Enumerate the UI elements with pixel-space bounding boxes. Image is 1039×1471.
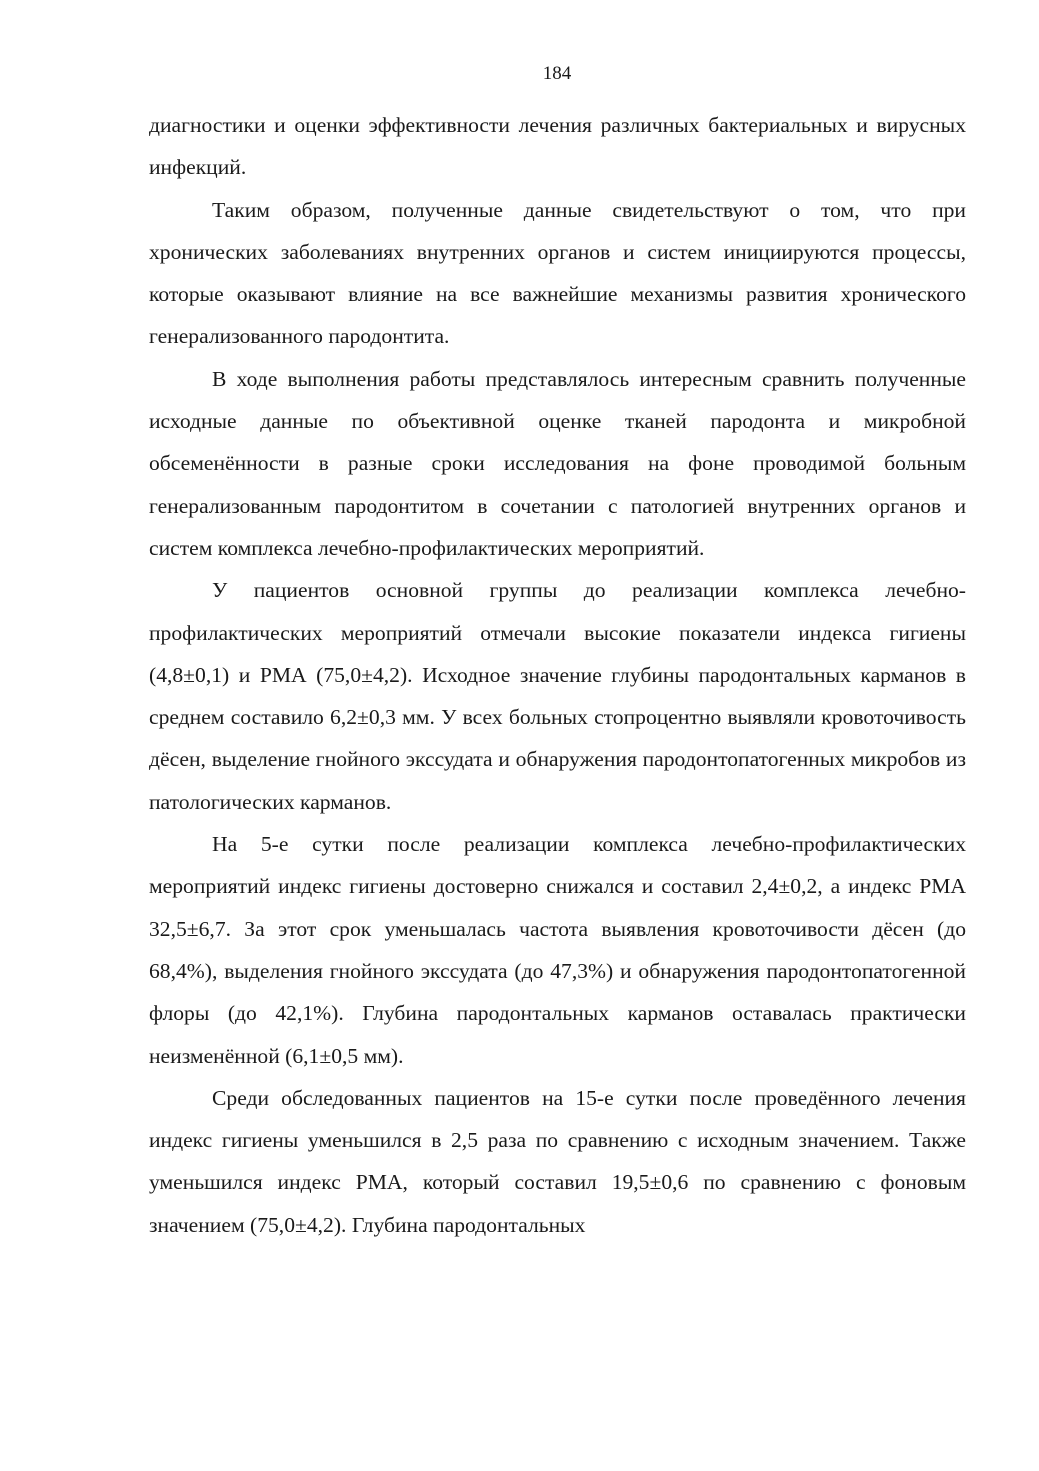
paragraph: Среди обследованных пациентов на 15-е сутки после проведённого лечения индекс гигиены уменьшился в 2,5 раза по сравнению с исходным значением. Также уменьшился индекс РМА, который составил 19,5±0,6 по сравнению с фоновым значением (75,0±4,2). Глубина пародонтальных <box>149 1085 966 1237</box>
paragraph: Таким образом, полученные данные свидетельствуют о том, что при хронических заболеваниях внутренних органов и систем инициируются процессы, которые оказывают влияние на все важнейшие механизмы развития хронического генерализованного пародонтита. <box>149 197 966 349</box>
body-text <box>149 104 966 1246</box>
paragraph-continuation: диагностики и оценки эффективности лечения различных бактериальных и вирусных инфекций. <box>149 113 966 180</box>
paragraph: У пациентов основной группы до реализации комплекса лечебно-профилактических мероприятий отмечали высокие показатели индекса гигиены (4,8±0,1) и РМА (75,0±4,2). Исходное значение глубины пародонтальных карманов в среднем составило 6,2±0,3 мм. У всех больных стопроцентно выявляли кровоточивость дёсен, выделение гнойного экссудата и обнаружения пародонтопатогенных микробов из патологических карманов. <box>149 578 966 814</box>
paragraph: На 5-е сутки после реализации комплекса лечебно-профилактических мероприятий индекс гигиены достоверно снижался и составил 2,4±0,2, а индекс РМА 32,5±6,7. За этот срок уменьшалась частота выявления кровоточивости дёсен (до 68,4%), выделения гнойного экссудата (до 47,3%) и обнаружения пародонтопатогенной флоры (до 42,1%). Глубина пародонтальных карманов оставалась практически неизменённой (6,1±0,5 мм). <box>149 832 966 1068</box>
page-number: 184 <box>542 63 572 84</box>
paragraph: В ходе выполнения работы представлялось интересным сравнить полученные исходные данные по объективной оценке тканей пародонта и микробной обсеменённости в разные сроки исследования на фоне проводимой больным генерализованным пародонтитом в сочетании с патологией внутренних органов и систем комплекса лечебно-профилактических мероприятий. <box>149 366 966 560</box>
